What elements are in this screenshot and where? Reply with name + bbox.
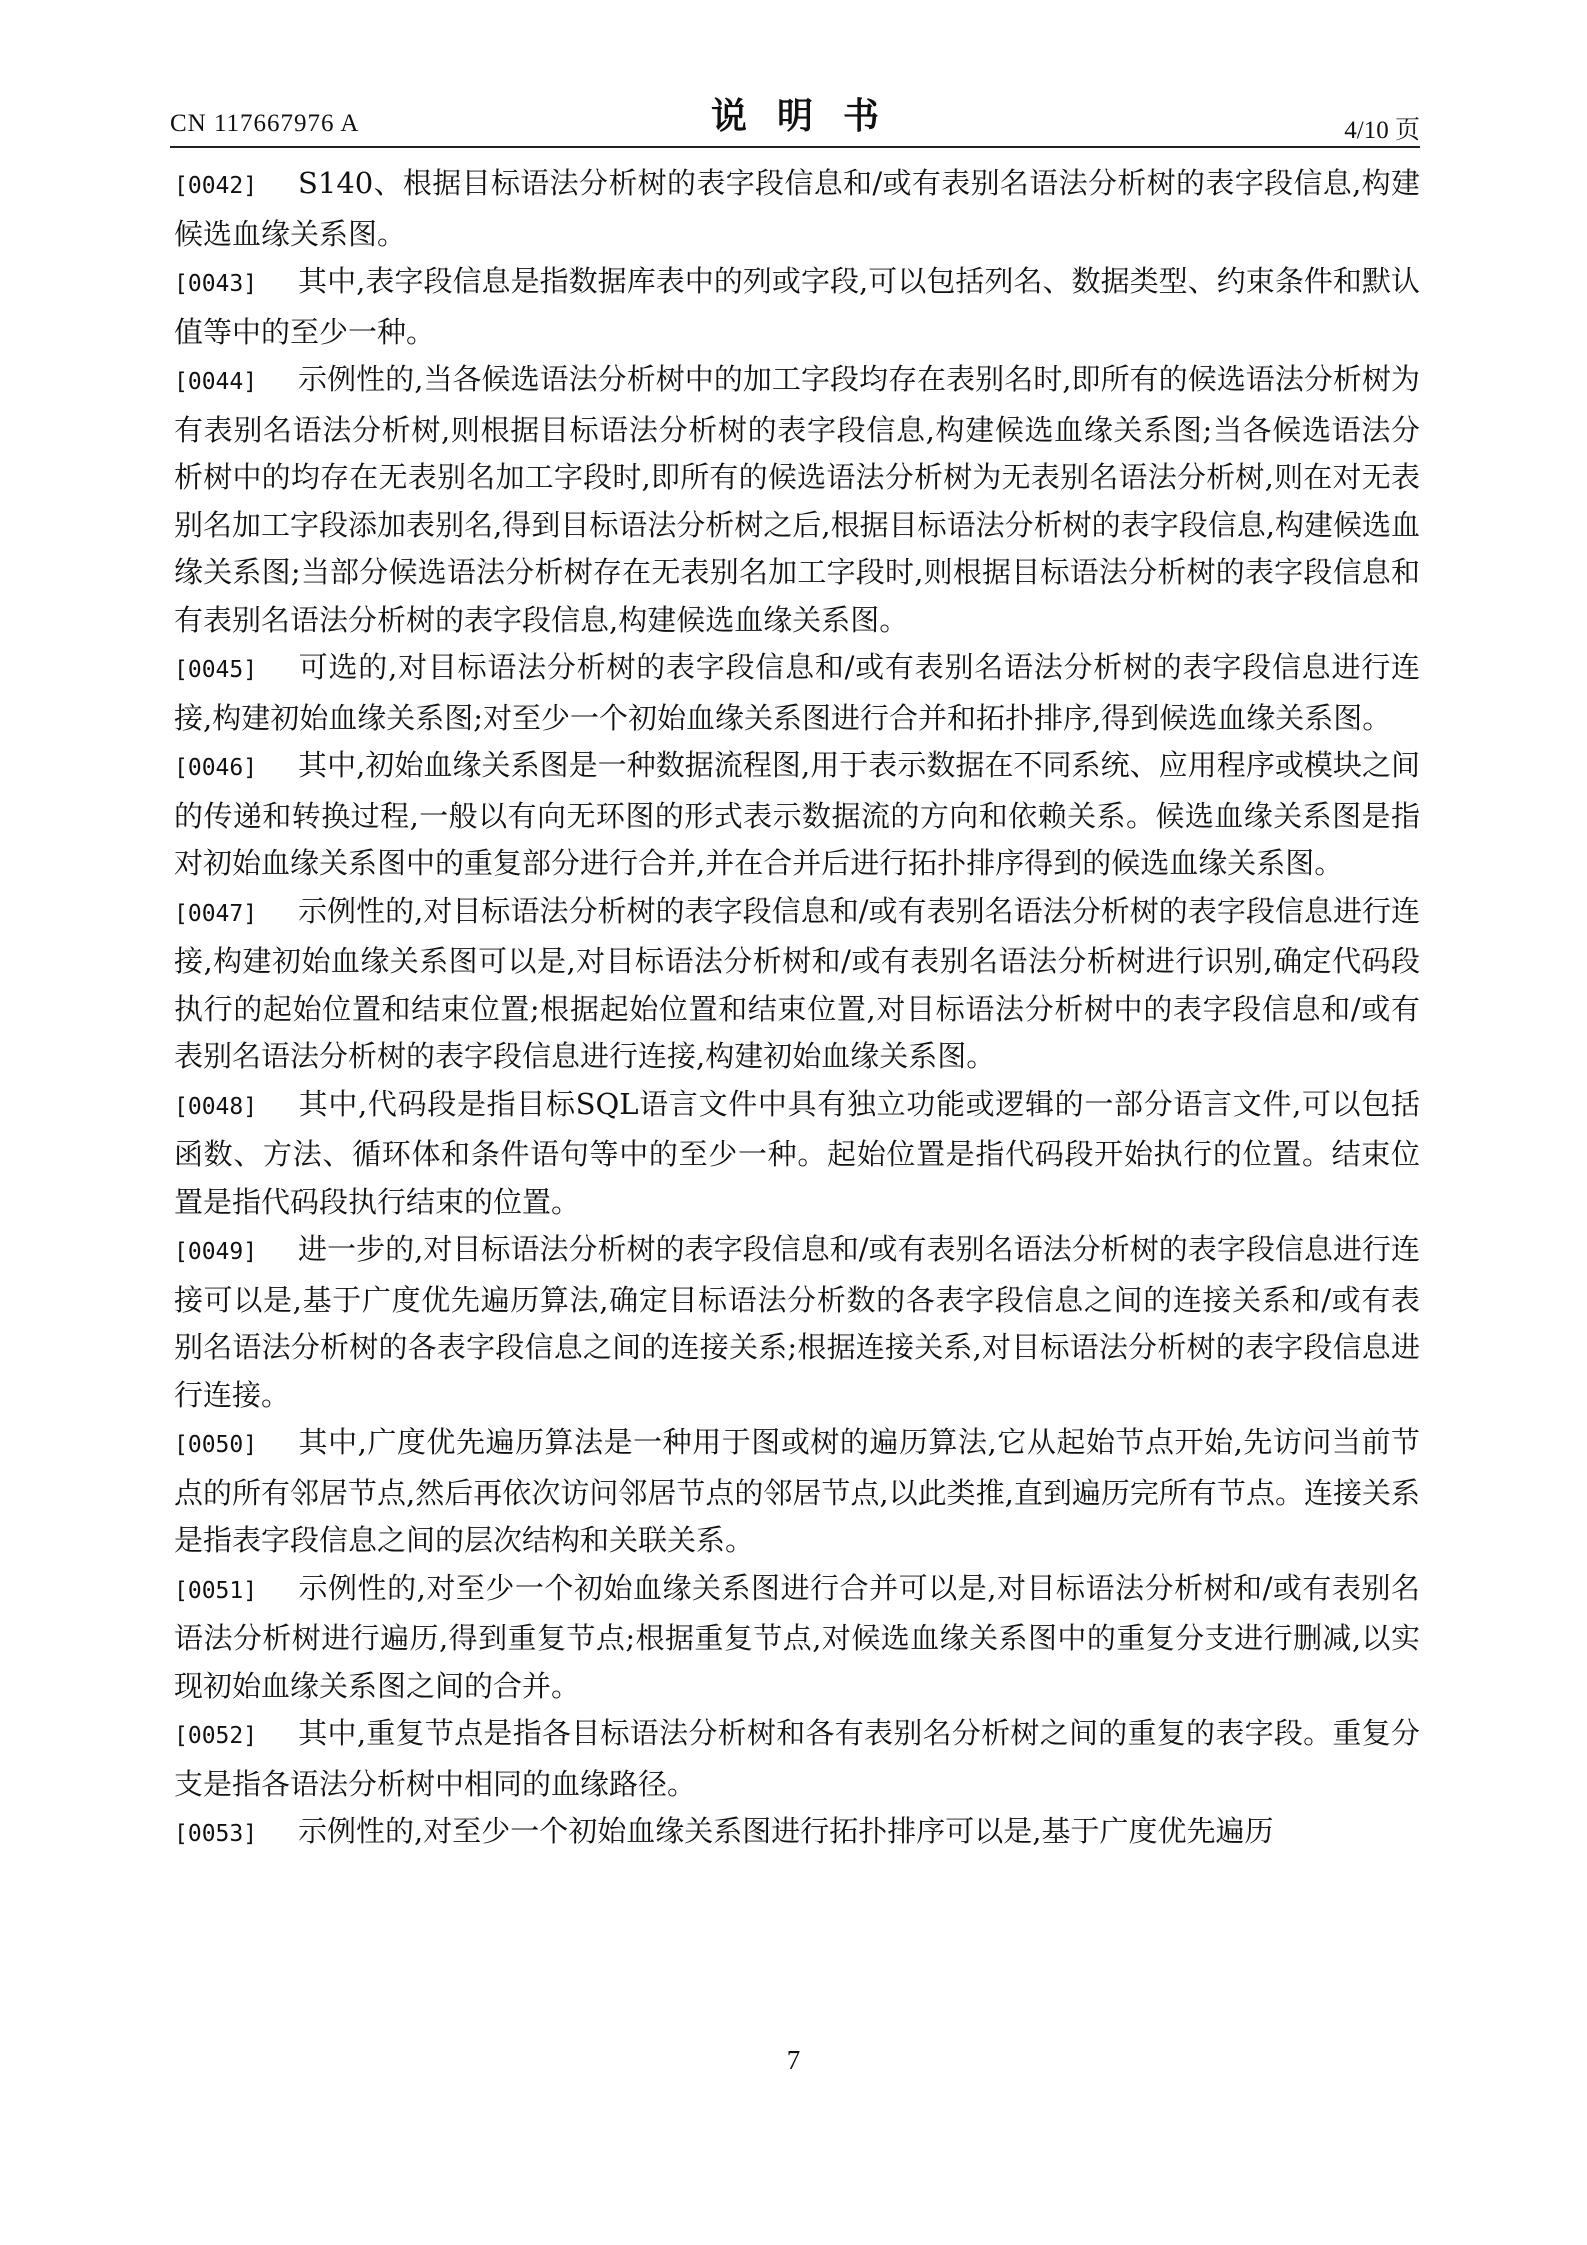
paragraph — [174, 258, 1420, 356]
paragraph-text: S140、根据目标语法分析树的表字段信息和/或有表别名语法分析树的表字段信息,构建候选血缘关系图。 — [174, 166, 1420, 251]
paragraph — [174, 1565, 1420, 1711]
paragraph-number: [0045] — [174, 657, 258, 683]
paragraph-number: [0047] — [174, 900, 258, 927]
paragraph-text: 其中,代码段是指目标SQL语言文件中具有独立功能或逻辑的一部分语言文件,可以包括函数、方法、循环体和条件语句等中的至少一种。起始位置是指代码段开始执行的位置。结束位置是指代码段执行结束的位置。 — [174, 1086, 1420, 1219]
paragraph — [174, 160, 1420, 258]
paragraph-text: 示例性的,当各候选语法分析树中的加工字段均存在表别名时,即所有的候选语法分析树为有表别名语法分析树,则根据目标语法分析树的表字段信息,构建候选血缘关系图;当各候选语法分析树中的均存在无表别名加工字段时,即所有的候选语法分析树为无表别名语法分析树,则在对无表别名加工字段添加表别名,得到目标语法分析树之后,根据目标语法分析树的表字段信息,构建候选血缘关系图;当部分候选语法分析树存在无表别名加工字段时,则根据目标语法分析树的表字段信息和有表别名语法分析树的表字段信息,构建候选血缘关系图。 — [174, 362, 1420, 637]
paragraph-text: 其中,表字段信息是指数据库表中的列或字段,可以包括列名、数据类型、约束条件和默认值等中的至少一种。 — [174, 264, 1420, 349]
page-header — [170, 88, 1420, 148]
paragraph-number: [0052] — [174, 1723, 258, 1749]
paragraph-text: 可选的,对目标语法分析树的表字段信息和/或有表别名语法分析树的表字段信息进行连接,构建初始血缘关系图;对至少一个初始血缘关系图进行合并和拓扑排序,得到候选血缘关系图。 — [174, 650, 1420, 735]
document-section-title: 说明书 — [710, 96, 909, 137]
paragraph-text: 示例性的,对至少一个初始血缘关系图进行拓扑排序可以是,基于广度优先遍历 — [298, 1814, 1274, 1848]
paragraph — [174, 742, 1420, 888]
paragraph — [174, 1710, 1420, 1808]
paragraph — [174, 888, 1420, 1081]
paragraph-number: [0053] — [174, 1821, 258, 1847]
paragraph-text: 进一步的,对目标语法分析树的表字段信息和/或有表别名语法分析树的表字段信息进行连接可以是,基于广度优先遍历算法,确定目标语法分析数的各表字段信息之间的连接关系和/或有表别名语法分析树的各表字段信息之间的连接关系;根据连接关系,对目标语法分析树的表字段信息进行连接。 — [174, 1232, 1420, 1412]
document-body — [174, 160, 1420, 1859]
paragraph — [174, 1226, 1420, 1419]
paragraph — [174, 1419, 1420, 1565]
paragraph-number: [0049] — [174, 1239, 258, 1265]
header-divider — [170, 146, 1420, 148]
paragraph — [174, 644, 1420, 742]
paragraph — [174, 1081, 1420, 1227]
paragraph — [174, 356, 1420, 644]
paragraph-text: 示例性的,对至少一个初始血缘关系图进行合并可以是,对目标语法分析树和/或有表别名语法分析树进行遍历,得到重复节点;根据重复节点,对候选血缘关系图中的重复分支进行删减,以实现初始血缘关系图之间的合并。 — [174, 1570, 1420, 1703]
document-number: CN 117667976 A — [170, 110, 360, 137]
paragraph-text: 示例性的,对目标语法分析树的表字段信息和/或有表别名语法分析树的表字段信息进行连接,构建初始血缘关系图可以是,对目标语法分析树和/或有表别名语法分析树进行识别,确定代码段执行的起始位置和结束位置;根据起始位置和结束位置,对目标语法分析树中的表字段信息和/或有表别名语法分析树的表字段信息进行连接,构建初始血缘关系图。 — [174, 893, 1420, 1073]
page-number: 7 — [786, 2045, 801, 2075]
paragraph-number: [0042] — [174, 173, 258, 199]
page-indicator: 4/10 页 — [1344, 117, 1420, 144]
paragraph-number: [0051] — [174, 1577, 258, 1604]
paragraph-text: 其中,广度优先遍历算法是一种用于图或树的遍历算法,它从起始节点开始,先访问当前节点的所有邻居节点,然后再依次访问邻居节点的邻居节点,以此类推,直到遍历完所有节点。连接关系是指表字段信息之间的层次结构和关联关系。 — [174, 1425, 1420, 1557]
paragraph-number: [0046] — [174, 755, 258, 781]
paragraph-number: [0048] — [174, 1093, 258, 1120]
paragraph — [174, 1808, 1420, 1859]
paragraph-text: 其中,初始血缘关系图是一种数据流程图,用于表示数据在不同系统、应用程序或模块之间的传递和转换过程,一般以有向无环图的形式表示数据流的方向和依赖关系。候选血缘关系图是指对初始血缘关系图中的重复部分进行合并,并在合并后进行拓扑排序得到的候选血缘关系图。 — [174, 748, 1420, 880]
paragraph-text: 其中,重复节点是指各目标语法分析树和各有表别名分析树之间的重复的表字段。重复分支是指各语法分析树中相同的血缘路径。 — [174, 1716, 1420, 1801]
paragraph-number: [0043] — [174, 271, 258, 297]
paragraph-number: [0044] — [174, 369, 258, 395]
paragraph-number: [0050] — [174, 1432, 258, 1458]
